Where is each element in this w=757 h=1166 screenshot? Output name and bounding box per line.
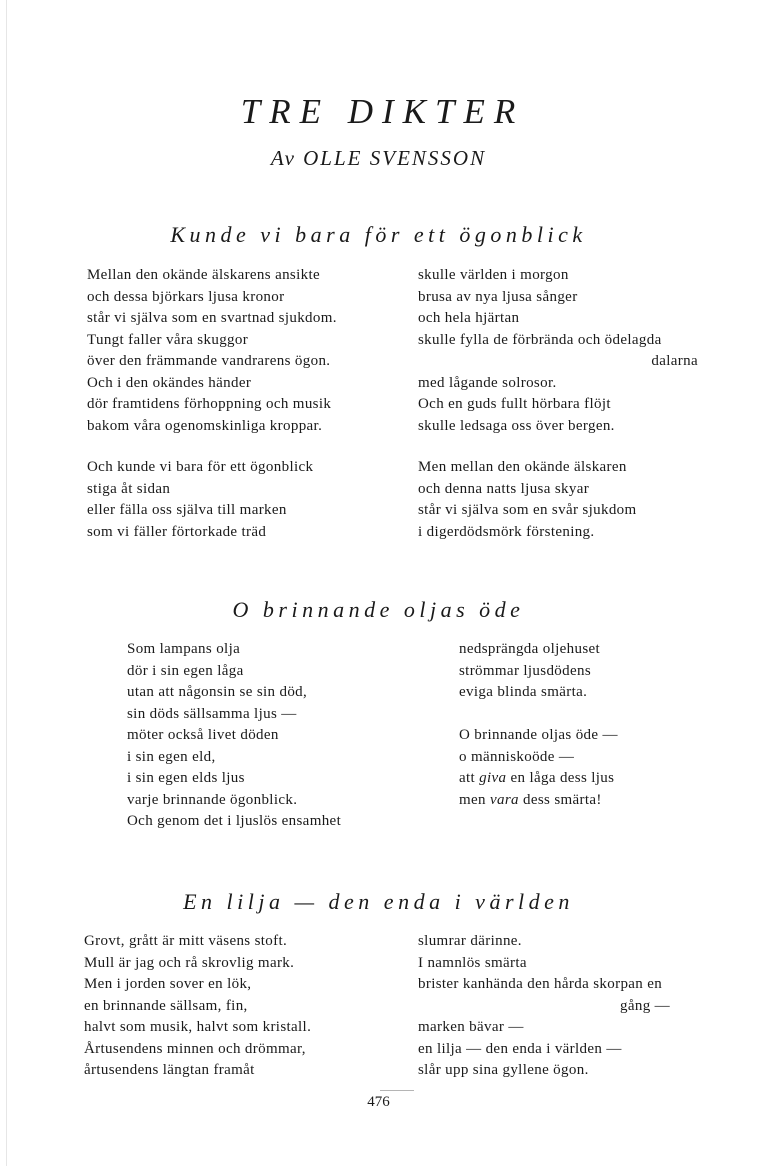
verse-line: utan att någonsin se sin död, (127, 684, 308, 700)
verse-line: Som lampans olja (127, 641, 241, 657)
verse-line: Grovt, grått är mitt väsens stoft. (84, 933, 288, 949)
verse-line: Och en guds fullt hörbara flöjt (418, 396, 611, 412)
verse-line: och hela hjärtan (418, 310, 520, 326)
verse-line: brusa av nya ljusa sånger (418, 288, 578, 305)
emphasis: vara (490, 791, 519, 808)
poem-1-stanza-1 (87, 265, 337, 437)
verse-line: att giva en låga dess ljus (459, 770, 615, 786)
verse-line: stiga åt sidan (87, 480, 171, 497)
verse-line: Tungt faller våra skuggor (87, 331, 249, 348)
verse-line: årtusendens längtan framåt (84, 1062, 255, 1078)
verse-line: I namnlös smärta (418, 954, 527, 971)
verse-line: Och genom det i ljuslös ensamhet (127, 813, 342, 829)
verse-line-continuation: gång — (619, 997, 670, 1014)
verse-line: halvt som musik, halvt som kristall. (84, 1019, 312, 1035)
verse-line: men vara dess smärta! (459, 791, 602, 808)
verse-line: som vi fäller förtorkade träd (87, 523, 267, 540)
poem-2-stanza-2 (459, 639, 600, 704)
poem-title-3: En lilja — den enda i världen (183, 889, 574, 914)
verse-line: Men mellan den okände älskaren (418, 459, 627, 475)
verse-line: en lilja — den enda i världen — (418, 1040, 622, 1057)
page-number: 476 (367, 1094, 390, 1110)
verse-line: skulle världen i morgon (418, 267, 569, 283)
poem-1-stanza-2 (87, 457, 313, 543)
verse-line: bakom våra ogenomskinliga kroppar. (87, 417, 323, 434)
verse-line: dör i sin egen låga (127, 662, 244, 679)
verse-line: Årtusendens minnen och drömmar, (84, 1040, 306, 1057)
verse-line: Mull är jag och rå skrovlig mark. (84, 954, 295, 971)
poem-1-stanza-4 (418, 457, 637, 543)
verse-line: i digerdödsmörk förstening. (418, 523, 595, 540)
verse-line: slår upp sina gyllene ögon. (418, 1062, 589, 1078)
verse-line: dör framtidens förhoppning och musik (87, 396, 332, 412)
verse-line: står vi själva som en svartnad sjukdom. (87, 310, 337, 326)
verse-line-continuation: dalarna (651, 353, 698, 369)
poem-title-2: O brinnande oljas öde (232, 597, 525, 622)
verse-line: och dessa björkars ljusa kronor (87, 288, 285, 305)
verse-line: slumrar därinne. (418, 933, 522, 949)
poem-title-1: Kunde vi bara för ett ögonblick (170, 222, 587, 247)
verse-line: över den främmande vandrarens ögon. (87, 353, 331, 369)
poem-2-stanza-3 (459, 725, 618, 811)
verse-line: eller fälla oss själva till marken (87, 502, 287, 518)
poem-3-stanza-1 (84, 931, 311, 1082)
verse-line: en brinnande sällsam, fin, (84, 997, 248, 1014)
page-title: TRE DIKTER (240, 92, 525, 131)
verse-line: sin döds sällsamma ljus — (127, 705, 297, 722)
verse-line: strömmar ljusdödens (459, 662, 592, 679)
emphasis: giva (479, 770, 507, 786)
verse-line: nedsprängda oljehuset (459, 641, 601, 657)
verse-line: möter också livet döden (127, 727, 279, 743)
verse-line: med lågande solrosor. (418, 374, 557, 391)
verse-line: och denna natts ljusa skyar (418, 480, 590, 497)
verse-line: står vi själva som en svår sjukdom (418, 502, 637, 518)
verse-line: O brinnande oljas öde — (459, 727, 618, 743)
verse-line: o människoöde — (459, 748, 575, 765)
verse-line: eviga blinda smärta. (459, 684, 588, 700)
poem-2-stanza-1 (127, 639, 341, 833)
page-edge (6, 0, 7, 1166)
verse-line: skulle ledsaga oss över bergen. (418, 417, 615, 434)
verse-line: i sin egen elds ljus (127, 770, 245, 786)
verse-line: brister kanhända den hårda skorpan en (418, 976, 663, 992)
page-number-rule (380, 1090, 414, 1091)
poem-3-stanza-2 (418, 931, 736, 1082)
verse-line: Men i jorden sover en lök, (84, 976, 252, 992)
verse-line: Mellan den okände älskarens ansikte (87, 267, 321, 283)
verse-line: skulle fylla de förbrända och ödelagda (418, 331, 662, 348)
poem-1-stanza-3 (418, 265, 718, 437)
verse-line: varje brinnande ögonblick. (127, 791, 298, 808)
verse-line: marken bävar — (418, 1019, 524, 1035)
verse-line: Och i den okändes händer (87, 374, 252, 391)
verse-line: Och kunde vi bara för ett ögonblick (87, 459, 314, 475)
author-byline: Av OLLE SVENSSON (270, 146, 487, 170)
verse-line: i sin egen eld, (127, 748, 216, 765)
